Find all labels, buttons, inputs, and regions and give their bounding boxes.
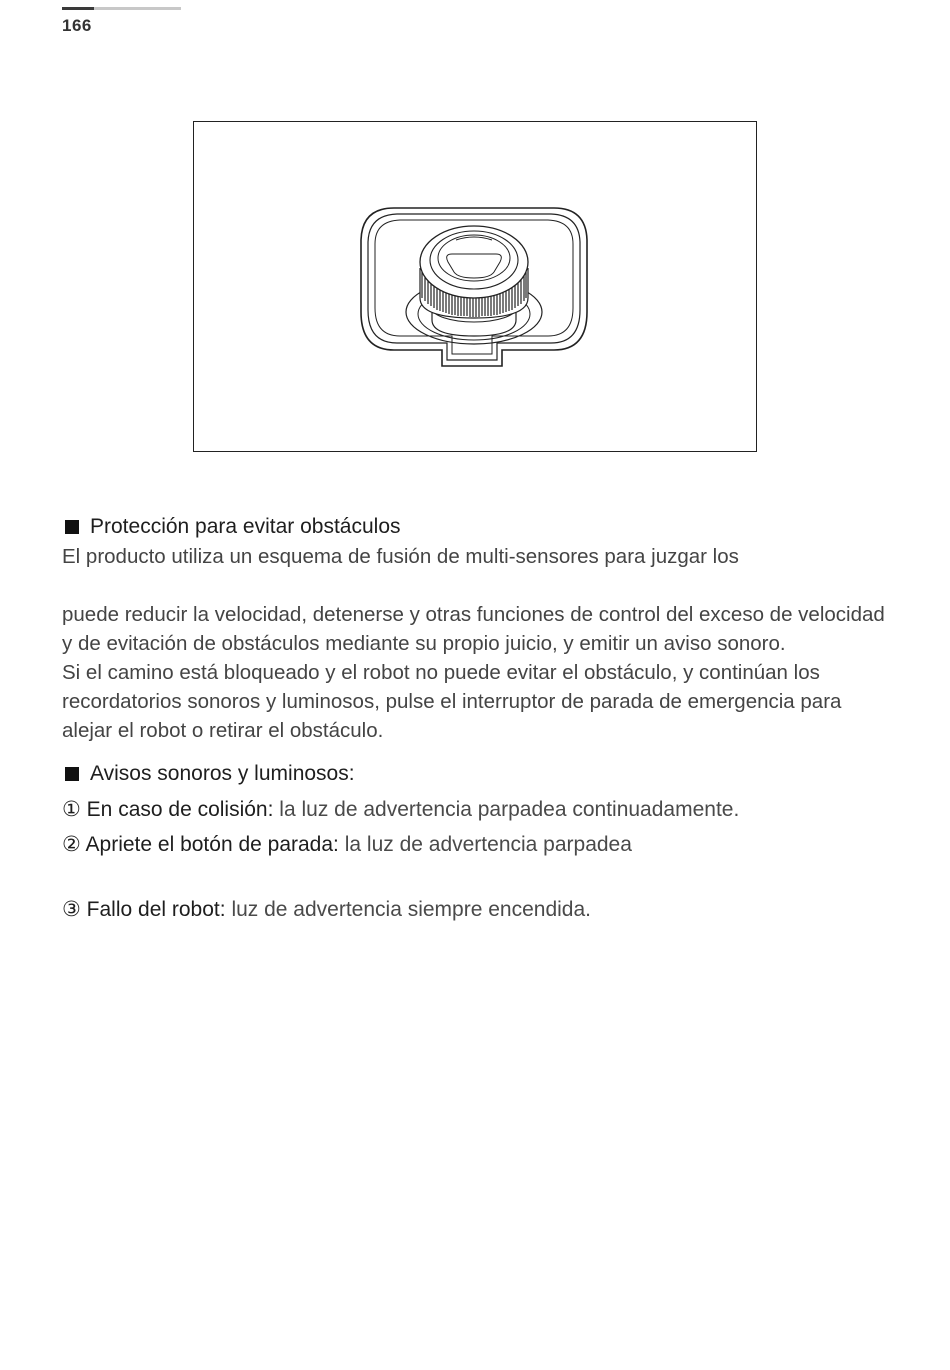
- paragraph: Si el camino está bloqueado y el robot no puede evitar el obstáculo, y continúan los recordatorios sonoros y luminosos, pulse el interruptor de parada de emergencia para alejar el robot o retirar el obstáculo.: [62, 661, 842, 742]
- list-item: [62, 792, 892, 827]
- page-number: 166: [62, 16, 92, 35]
- list-text: la luz de advertencia parpadea continuadamente.: [279, 798, 740, 821]
- square-bullet-icon: [65, 520, 79, 534]
- list-text: la luz de advertencia parpadea: [344, 833, 632, 856]
- list-text: luz de advertencia siempre encendida.: [231, 898, 591, 921]
- list-label: En caso de colisión:: [86, 798, 274, 821]
- list-marker: ①: [62, 798, 81, 821]
- square-bullet-icon: [65, 767, 79, 781]
- emergency-stop-switch-icon: [194, 122, 756, 451]
- list-label: Fallo del robot:: [86, 898, 226, 921]
- section-heading: [62, 759, 892, 789]
- page-progress-bar: [62, 7, 181, 10]
- list-label: Apriete el botón de parada:: [85, 833, 339, 856]
- list-item: [62, 827, 892, 862]
- page-progress-fill: [62, 7, 94, 10]
- paragraph-line: El producto utiliza un esquema de fusión de multi-sensores para juzgar los: [62, 545, 739, 568]
- paragraph: puede reducir la velocidad, detenerse y otras funciones de control del exceso de velocidad y de evitación de obstáculos mediante su propio juicio, y emitir un aviso sonoro.: [62, 603, 885, 655]
- list-item: [62, 892, 892, 927]
- section-title: Protección para evitar obstáculos: [90, 515, 401, 538]
- section-heading: [62, 512, 892, 542]
- section-title: Avisos sonoros y luminosos:: [90, 762, 355, 785]
- figure-frame: [193, 121, 757, 452]
- content-body: [62, 512, 892, 927]
- list-marker: ③: [62, 898, 81, 921]
- list-marker: ②: [62, 833, 81, 856]
